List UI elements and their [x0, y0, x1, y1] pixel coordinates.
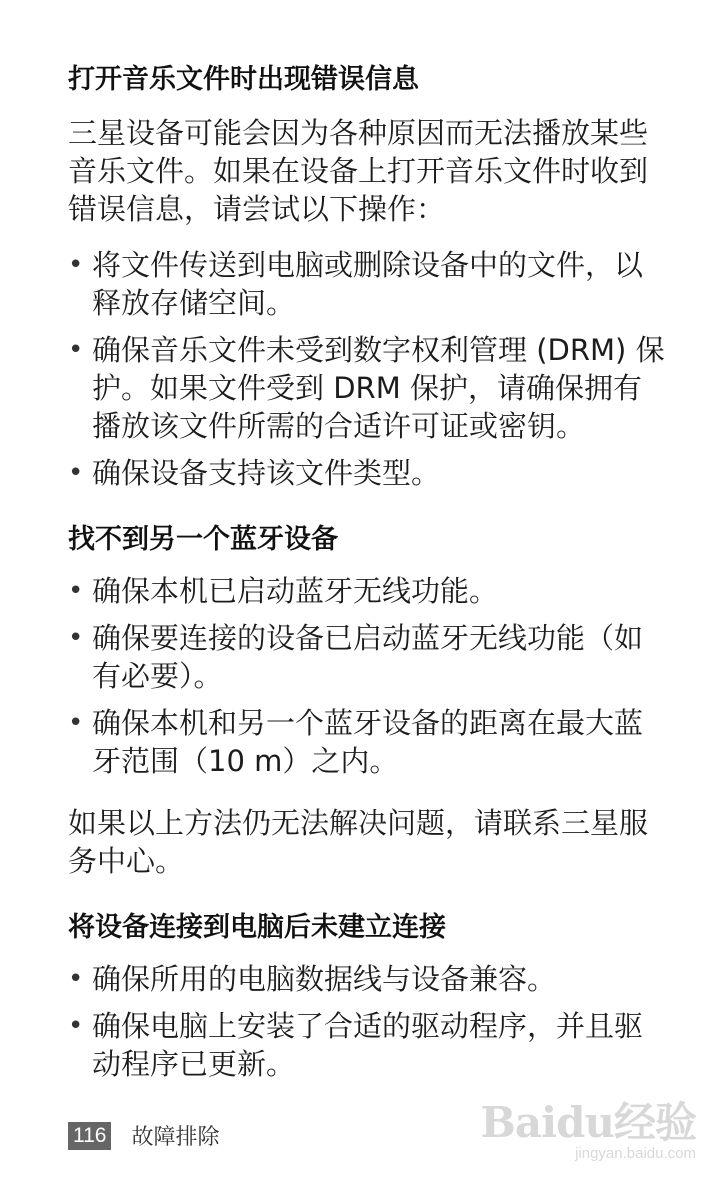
section-bluetooth-not-found — [68, 518, 668, 880]
section-heading: 打开音乐文件时出现错误信息 — [68, 64, 419, 95]
bullet-list — [68, 960, 668, 1083]
watermark-url: jingyan.baidu.com — [575, 1145, 696, 1162]
page-number: 116 — [68, 1122, 111, 1150]
section-pc-connection — [68, 906, 668, 1083]
section-paragraph: 三星设备可能会因为各种原因而无法播放某些音乐文件。如果在设备上打开音乐文件时收到错误信息，请尝试以下操作： — [68, 116, 649, 226]
footer-title: 故障排除 — [131, 1125, 220, 1150]
baidu-watermark — [480, 1098, 696, 1163]
list-item: • 确保电脑上安装了合适的驱动程序，并且驱动程序已更新。 — [68, 1007, 668, 1083]
list-item: • 确保本机和另一个蓝牙设备的距离在最大蓝牙范围（10 m）之内。 — [68, 704, 668, 780]
baidu-logo: Baidu经验 — [480, 1098, 696, 1147]
list-item: • 将文件传送到电脑或删除设备中的文件，以释放存储空间。 — [68, 246, 668, 322]
bullet-list — [68, 572, 668, 780]
list-item: • 确保本机已启动蓝牙无线功能。 — [68, 572, 668, 610]
section-music-error — [68, 58, 668, 492]
list-item: • 确保要连接的设备已启动蓝牙无线功能（如有必要）。 — [68, 619, 668, 695]
section-paragraph: 如果以上方法仍无法解决问题，请联系三星服务中心。 — [68, 806, 649, 878]
list-item: • 确保所用的电脑数据线与设备兼容。 — [68, 960, 668, 998]
list-item: • 确保设备支持该文件类型。 — [68, 454, 668, 492]
section-heading: 找不到另一个蓝牙设备 — [68, 524, 338, 555]
list-item: • 确保音乐文件未受到数字权利管理 (DRM) 保护。如果文件受到 DRM 保护，请确保拥有播放该文件所需的合适许可证或密钥。 — [68, 331, 668, 445]
bullet-list — [68, 246, 668, 492]
page-content — [68, 58, 668, 1109]
page-footer — [68, 1120, 220, 1151]
section-heading: 将设备连接到电脑后未建立连接 — [68, 912, 446, 943]
